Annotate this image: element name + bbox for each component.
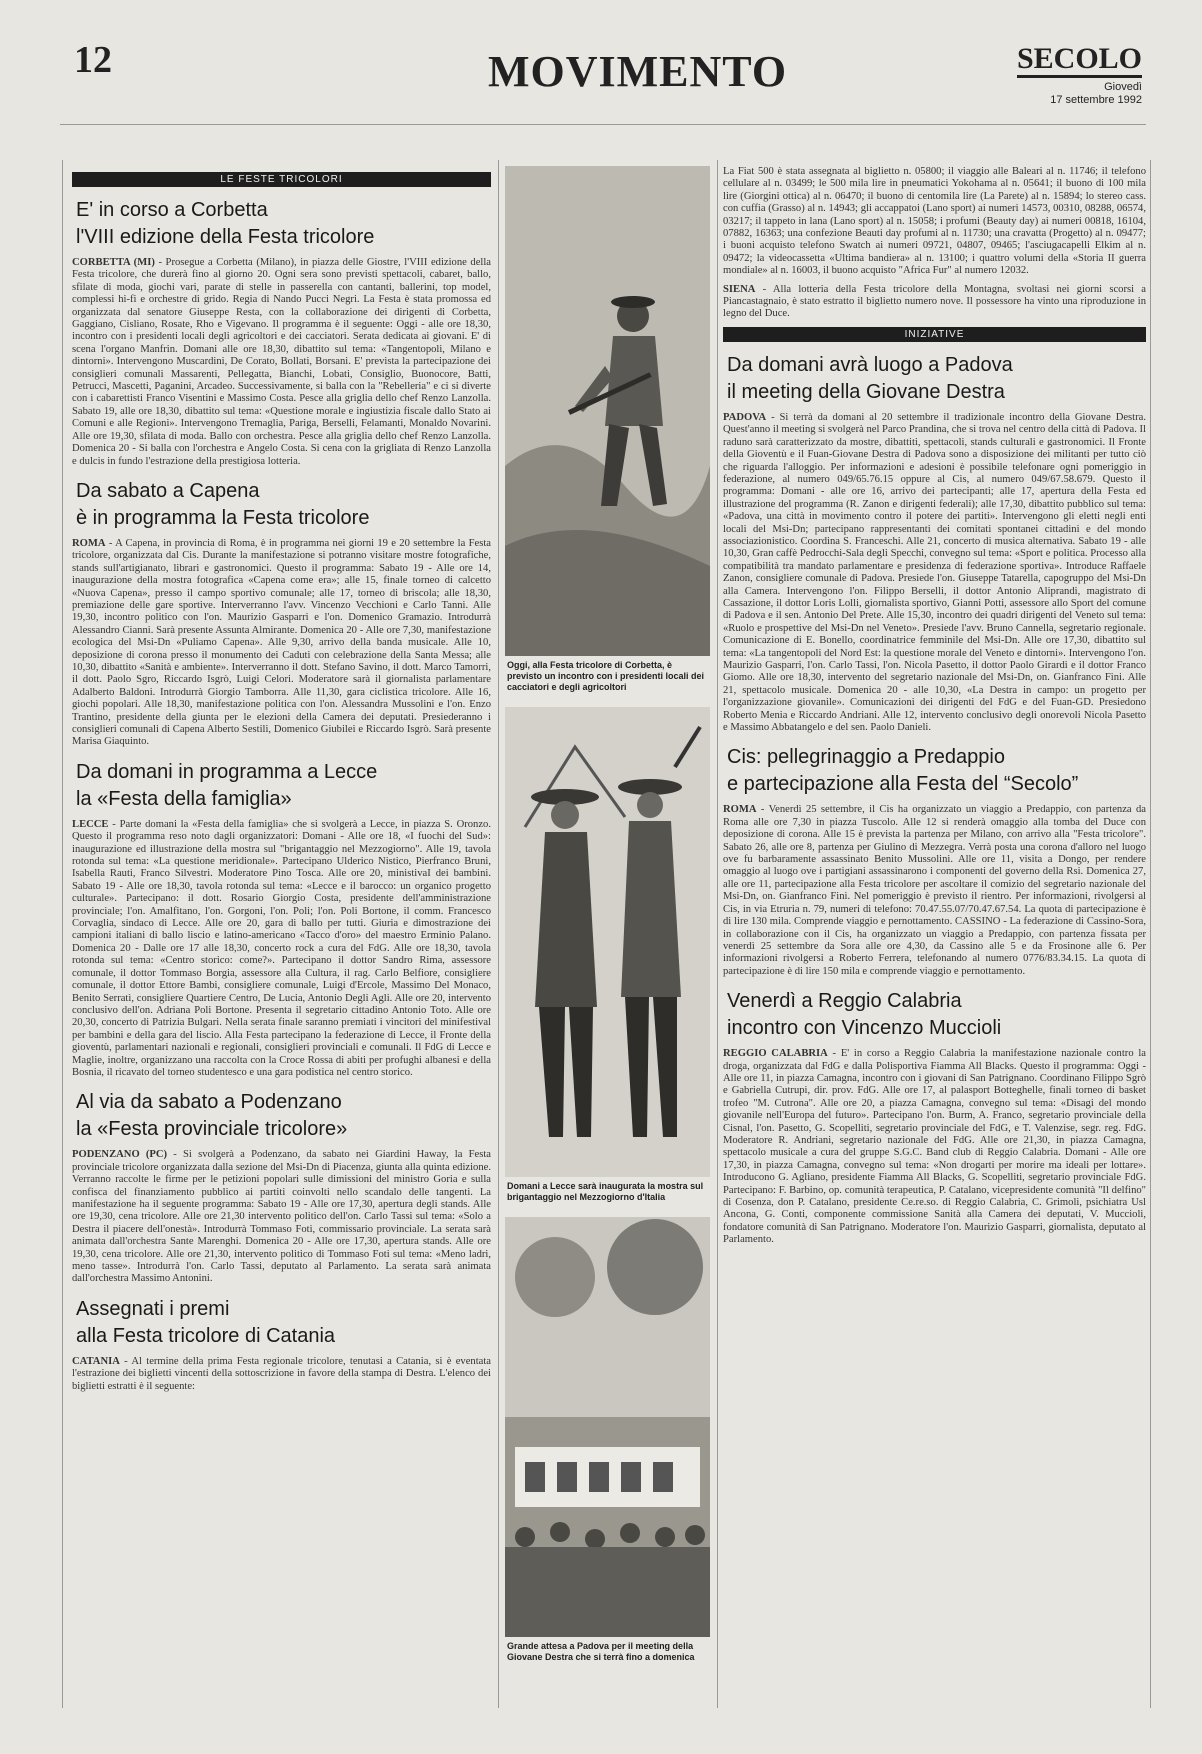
dateline: PADOVA [723,411,767,423]
photo-corbetta [505,166,710,656]
article-body [723,1048,1146,1247]
article-corbetta [72,197,491,468]
article-body [72,538,491,749]
article-body [72,1356,491,1393]
masthead [1017,44,1142,107]
dateline: ROMA [72,537,106,549]
headline-line-1: Assegnati i premi [76,1297,230,1320]
dateline: ROMA [723,804,757,816]
masthead-logo: SECOLO [1017,44,1142,78]
headline-line-2: la «Festa della famiglia» [76,787,292,810]
headline-line-2: è in programma la Festa tricolore [76,506,370,529]
article-padova [723,352,1146,735]
headline [72,478,491,532]
photo-caption: Oggi, alla Festa tricolore di Corbetta, è previsto un incontro con i presidenti locali dei cacciatori e degli agricoltori [507,660,705,692]
photo-caption: Grande attesa a Padova per il meeting della Giovane Destra che si terrà fino a domenica [507,1641,695,1662]
dateline: REGGIO CALABRIA [723,1048,828,1060]
photo-brigantaggio [505,707,710,1177]
article-text: - Prosegue a Corbetta (Milano), in piazza delle Giostre, l'VIII edizione della Festa tricolore, che durerà fino al giorno 20. Ogni sera sono previsti spettacoli, cabaret, ballo, sfilate di moda, giochi vari, parate di stelle in passerella con cantanti, ballerini, top model, complessi hi-fi e orchestre di grido. Regia di Nando Pucci Negri. La Festa è stata promossa ed organizzata dal senatore Giuseppe Resta, con la collaborazione dei dirigenti di Corbetta, Gaggiano, Cisliano, Rosate, Rho e Vigevano. Il programma è il seguente: Oggi - alle ore 18,30, incontro con i presidenti locali degli agricoltori e dei cacciatori. Serata dedicata ai giovani. E' di scena l'organo Manfrin. Domani alle ore 18,30, dibattito sul tema: «Tangentopoli, Milano e dintorni». Intervengono Muscardini, De Corato, Bollati, Borsani. E' prevista la partecipazione dei consiglieri comunali Massarenti, Pellegatta, Bianchi, Lobati, Consiglio, Buonocore, Batti, Petrucci, Mascetti, Paganini, Arcadeo. Successivamente, si balla con la "Rebelleria" e ci si diverte con i cabarettisti Franco Visentini e Massimo Costa. Pesce alla griglia dello chef Renzo Lanzolla. Sabato 19, alle ore 18,30, dibattito sul tema: «Questione morale e ingiustizia fiscale dallo Stato ai Comuni e alle Regioni». Intervengono Tremaglia, Pariga, Berselli, Felamanti, Monaldo Novarini. Alle ore 19,30, sfilata di moda. Ballo con orchestra. Pesce alla griglia dello chef Renzo Lanzolla. Domenica 20 - Si balla con l'orchestra e Angelo Costa. Si cena con la grigliata di Renzo Lanzolla e dulcis in fundo l'estrazione della prestigiosa lotteria. [72,257,491,467]
photo-brigands-illustration [505,707,710,1177]
article-text: - E' in corso a Reggio Calabria la manifestazione nazionale contro la droga, organizzata dal FdG e dalla Polisportiva Fiamma All Blacks. Questo il programma: Oggi - Alle ore 11, in piazza Camagna, incontro con i giovani di San Patrignano. Coordinano Filippo Sgrò e Gabriella Cutrupi, dir. prov. FdG. Alle ore 17, al palasport Botteghelle, finali torneo di basket trofeo "M. Cutrona". Alle ore 20, a piazza Camagna, convegno sul tema: «Disagi del mondo giovanile nell'Europa del futuro». Partecipano l'on. Burm, A. Franco, segretario provinciale della Cisnal, l'on. Pasetto, G. Scopelliti, segretario provinciale del FdG, e T. Valenzise, segr. reg. FdG. Moderatore R. Andriani, segretario nazionale del FdG. Alle ore 21,30, in piazza Camagna, spettacolo musicale a cura del gruppe S.G.C. Band club di Reggio Calabria. Domani - Alle ore 17,30, in piazza Camagna, convegno sul tema: «Non drogarti per morire ma ideali per lottare». Introducono G. Agliano, presidente Fiamma All Blacks, G. Scopelliti, segretario provinciale FdG. Partecipano: F. Barbino, op. comunità terapeutica, P. Catalano, vicepresidente comunità "Il delfino" di Cosenza, don P. Catalano, presidente Ce.re.so. di Reggio Calabria, C. Grimoli, psichiatra Usl Ancona, G. Conti, componente commissione Sanità alla Camera dei deputati, V. Muccioli, fondatore comunità di San Patrignano. Moderatore l'on. Maurizio Gasparri, giornalista, deputato al Parlamento. [723,1048,1146,1246]
article-text: - Si terrà da domani al 20 settembre il tradizionale incontro della Giovane Destra. Quest'anno il meeting si svolgerà nel Parco Prandina, che si trova nel centro della città di Padova. Il raduno sarà caratterizzato da mostre, dibattiti, spettacoli, stands culturali e gastronomici. Il Fronte della Gioventù e il Fuan-Giovane Destra di Padova sono a disposizione dei militanti per tutto ciò che riguarda l'alloggio. Per informazioni e adesioni è possibile telefonare ogni pomeriggio in federazione, al numero 049/65.76.15 oppure al Cis, al numero 049/67.58.679. Questo il programma: Domani - alle ore 16, arrivo dei partecipanti; alle 17, apertura della Festa ed illustrazione del programma (R. Zanon e dirigenti federali); alle 17,30, dibattito pubblico sul tema: «Padova, una città in movimento contro il potere dei partiti». Intervengono gli eletti negli enti locali del Msi-Dn; partecipano rappresentanti dei comitati spontanei cittadini e del mondo associazionistico. Coordina S. Franceschi. Alle 21, concerto di musica alternativa. Sabato 19 - alle 10,30, Gran caffè Pedrocchi-Sala degli Specchi, convegno sul tema: «Sport e politica. Processo alla compatibilità tra mandato parlamentare e presidenza di federazione sportiva». Introduce Raffaele Zanon, consigliere comunale di Padova. Presiede l'on. Giuseppe Tatarella, capogruppo del Msi-Dn alla Camera. Intervengono l'on. Filippo Berselli, il dottor Antonio Aliprandi, magistrato di Cassazione, il dottor Loris Lolli, giornalista sportivo, Gianni Potti, assessore allo Sport del comune di Padova e il sen. Antonio Del Prete. Alle 15,30, incontro dei quadri dirigenti del Veneto sul tema: «Ruolo e prospettive del Msi-Dn nel Veneto». Presiede l'avv. Bruno Cannella, segretario regionale. Comunicazione di E. Bonello, coordinatrice femminile del Msi-Dn. Alle ore 17,30, dibattito sul tema: «La tangentopoli del Nord Est: la questione morale del Veneto e dintorni». Intervengono l'on. Maurizio Gasparri, l'on. Carlo Tassi, l'on. Nicola Pasetto, il dottor Paolo Girardi e il dottor Franco Giomo. Alle ore 18,30, intervento del segretario nazionale del Msi-Dn, on. Gianfranco Fini. Alle 21, spettacolo musicale. Domenica 20 - alle 10,30, «La Destra in campo: un progetto per l'organizzazione giovanile». Comunicazioni dei dirigenti del FdG e del Fuan-GD. Presiedono Roberto Menia e Riccardo Andriani. Alle 12, intervento conclusivo degli onorevoli Nicola Pasetto e Massimo Abbatangelo e del sen. Paolo Danieli. [723,411,1146,734]
headline-line-2: alla Festa tricolore di Catania [76,1324,336,1347]
headline-line-2: e partecipazione alla Festa del “Secolo” [727,773,1079,796]
catania-prize-list: La Fiat 500 è stata assegnata al biglietto n. 05800; il viaggio alle Baleari al n. 11746; il telefono cellulare al n. 03499; le 500 mila lire in pneumatici Yokohama al n. 05641; il buono di 100 mila lire (Giorgini ottica) al n. 06470; il buono di centomila lire (La Parete) al n. 15894; lo stereo cass. con cuffia (Grasso) al n. 14943; gli accappatoi (Lano sport) ai numeri 14573, 00310, 08288, 06574, 03217; il tappeto in lana (Lano sport) al n. 15058; i profumi (Beauty day) ai numeri 00818, 16104, 07882, 16363; una confezione Beauti day profumi al n. 11730; una cravatta (Progetto) al n. 09477; i buoni acquisto telefono Swatch ai numeri 09721, 04807, 09465; l'asciugacapelli Elkim al n. 09472; la videocassetta «Ultima bandiera» al n. 13100; i quattro volumi della «Storia II guerra mondiale» al n. 16003, il buono acquisto "Africa Fur" al numero 12032. [723,166,1146,277]
dateline: CORBETTA (MI) [72,257,155,268]
headline [72,197,491,251]
dateline: PODENZANO (PC) [72,1149,168,1161]
photo-padova [505,1217,710,1637]
photo-crowd-illustration [505,1217,710,1637]
headline-line-2: la «Festa provinciale tricolore» [76,1118,348,1141]
article-lecce [72,759,491,1080]
header-rule [60,124,1146,125]
column-divider [717,160,718,1708]
headline [723,744,1146,798]
headline [723,352,1146,406]
headline [72,759,491,813]
photo-hunter-illustration [505,166,710,656]
headline [723,988,1146,1042]
headline-line-1: Da sabato a Capena [76,479,260,502]
article-body [723,412,1146,735]
headline-line-1: E' in corso a Corbetta [76,199,268,221]
column-divider [62,160,63,1708]
article-reggio-calabria [723,988,1146,1247]
dateline: CATANIA [72,1355,120,1367]
headline [72,1296,491,1350]
photo-column [505,166,710,1706]
headline-line-1: Da domani in programma a Lecce [76,760,378,783]
article-text: - Si svolgerà a Podenzano, da sabato nei Giardini Haway, la Festa provinciale tricolore organizzata dalla sezione del Msi-Dn di Piacenza, giunta alla quinta edizione. Verranno raccolte le firme per le petizioni popolari sulle dimissioni del ministro Goria e sulla confisca del finanziamento pubblico ai partiti coinvolti nello scandalo delle tangenti. La manifestazione ha il seguente programma: Sabato 19 - Alle ore 17,30, apertura degli stands. Alle ore 19,30, cena tricolore. Alle ore 21,30 intervento politico dell'on. Carlo Tassi sul tema: «Solo a Destra il piacere dell'onestà». Introdurrà Tommaso Foti, commissario provinciale. La serata sarà animata dall'orchestra Sante Marenghi. Domenica 20 - Alle ore 17,30, apertura stands. Alle ore 19,30, cena tricolore. Alle ore 21,30, intervento politico di Tommaso Foti sul tema: «Meno ladri, meno tasse». Introdurrà l'on. Carlo Tassi, deputato al Parlamento. La serata sarà animata dall'orchestra Massimo Antonini. [72,1149,491,1285]
headline-line-1: Venerdì a Reggio Calabria [727,990,962,1013]
article-capena [72,478,491,749]
headline-line-2: incontro con Vincenzo Muccioli [727,1017,1002,1040]
article-text: - Venerdì 25 settembre, il Cis ha organizzato un viaggio a Predappio, con partenza da Roma alle ore 7,30 in piazza Tuscolo. Alle 12 si renderà omaggio alla tomba del Duce con deposizione di corona. Alle 15 è prevista la partenza per Milano, con arrivo alla "Festa tricolore". Sabato 26, alle ore 8, partenza per Giulino di Mezzegra. Verrà posta una corona d'alloro nel luogo ove fu barbaramente assassinato Benito Mussolini. Alle ore 11, visita a Dongo, per rendere omaggio al luogo ove i partigiani assassinarono i componenti del governo della Rsi. Domenica 27, alle ore 11, partecipazione alla Festa tricolore per ascoltare il comizio del segretario nazionale del Msi-Dn, on. Gianfranco Fini. Nel pomeriggio è previsto il rientro. Per informazioni, rivolgersi al Cis, in via Etruria n. 79, numeri di telefono: 70.47.55.07/70.47.67.54. La quota di partecipazione è di lire 130 mila. Comprende viaggio e pernottamento. CASSINO - La federazione di Cassino-Sora, in collaborazione con il Cis, ha organizzato un viaggio a Predappio, con partenza fissata per venerdì 25 settembre da Sora alle ore 4,30, da Cassino alle 5 e da Frosinone alle 6. Per informazioni rivolgersi a Roberto Ferrera, telefonando al numero 0776/83.34.15. La quota di partecipazione è di lire 150 mila e comprende viaggio e pernottamento. [723,804,1146,977]
article-podenzano [72,1089,491,1285]
article-body [72,819,491,1080]
dateline: LECCE [72,818,109,830]
column-divider [1150,160,1151,1708]
left-column [72,166,491,1706]
right-column [723,166,1146,1706]
dateline: SIENA [723,283,756,295]
headline-line-1: Al via da sabato a Podenzano [76,1091,342,1114]
article-body [72,1149,491,1285]
headline-line-1: Cis: pellegrinaggio a Predappio [727,746,1005,769]
section-bar-feste: LE FESTE TRICOLORI [72,172,491,187]
issue-date: 17 settembre 1992 [1050,94,1142,106]
issue-day: Giovedì [1104,81,1142,93]
photo-caption: Domani a Lecce sarà inaugurata la mostra sul brigantaggio nel Mezzogiorno d'Italia [507,1181,704,1202]
article-text: - A Capena, in provincia di Roma, è in programma nei giorni 19 e 20 settembre la Festa tricolore, organizzata dal Cis. Durante la manifestazione si potranno visitare mostre fotografiche, stands sull'artigianato, librari e gastronomici. Questo il programma: Sabato 19 - Alle ore 14, inaugurazione della mostra fotografica «Capena come era»; alle 15, finale torneo di calcetto «Nuova Capena», presso il campo sportivo comunale; alle 17, torneo di briscola; alle 18,30, premiazione delle gare sportive. Interverranno l'avv. Vincenzo Vecchioni e Carlo Tanni. Alle 19,30, incontro politico con l'on. Maurizio Gasparri e l'on. Domenico Gramazio. Introdurrà Alessandro Cianni. Sarà presente Assunta Almirante. Domenica 20 - Alle ore 7,30, manifestazione ecologica del Msi-Dn «Puliamo Capena». Alle 9,30, arrivo della banda musicale. Alle 10, deposizione di corona presso il monumento dei Caduti con celebrazione della Santa Messa; alle 10,30, dibattito «Sanità e ambiente». Interverranno il dott. Stefano Savino, il dott. Marco Tamorri, il dott. Paolo Sgro, Riccardo Isgrò, Luigi Celori. Moderatore sarà il giornalista parlamentare Adalberto Baldoni. Introdurrà Giorgio Tamborra. Alle 11,30, gara ciclistica tricolore. Alle 16, giochi popolari. Alle 18,30, manifestazione politica con l'on. Alessandra Mussolini e l'on. Enzo Trantino, presidente della giunta per le elezioni della Camera dei deputati. Presiederanno i consiglieri comunali di Capena Alberto Sestili, Domenico Giubilei e Riccardo Isgrò. Sarà presente Marisa Giaquinto. [72,537,491,748]
section-title: MOVIMENTO [488,47,788,96]
article-text: - Alla lotteria della Festa tricolore della Montagna, svoltasi nei giorni scorsi a Piancastagnaio, è stato estratto il biglietto numero nove. Il possessore ha vinto una riproduzione in legno del Duce. [723,283,1146,320]
article-predappio [723,744,1146,978]
headline-line-2: l'VIII edizione della Festa tricolore [76,226,375,248]
article-catania [72,1296,491,1393]
article-text: - Al termine della prima Festa regionale tricolore, tenutasi a Catania, si è eventata l'estrazione dei biglietti vincenti della sottoscrizione in favore della stampa di Destra. L'elenco dei biglietti estratti è il seguente: [72,1355,491,1392]
article-body [72,257,491,468]
section-bar-iniziative: INIZIATIVE [723,327,1146,342]
article-body [723,804,1146,978]
column-divider [498,160,499,1708]
siena-notice [723,284,1146,321]
headline-line-1: Da domani avrà luogo a Padova [727,353,1013,376]
headline-line-2: il meeting della Giovane Destra [727,380,1005,403]
article-text: - Parte domani la «Festa della famiglia» che si svolgerà a Lecce, in piazza S. Oronzo. Questo il programma reso noto dagli organizzatori: Domani - Alle ore 18, «I fuochi del Sud»: inaugurazione ed illustrazione della mostra sul "brigantaggio nel Mezzogiorno". Alle 19, tavola rotonda sul tema: «La questione meridionale». Partecipano Ulderico Nistico, Pierfranco Bruni, Isabella Rauti, Franco Silvestri. Moderatore Pino Tosca. Alle ore 20, ministivaI dei bambini. Sabato 19 - Alle ore 18,30, tavola rotonda sul tema: «Lecce e il barocco: un organico progetto culturale». Partecipano: il dott. Rosario Giorgio Costa, presidente dell'amministrazione provinciale; l'on. Amalfitano, l'on. Gorgoni, l'on. Poli; l'on. Poli Bortone, il comm. Francesco Corvaglia, sindaco di Lecce. Alle ore 20, gara di ballo per tutti. Giuria e dimostrazione dei campioni italiani di ballo liscio e latino-americano «Tacco d'oro» del maestro Erminio Palano. Domenica 20 - Dalle ore 17 alle 18,30, concerto rock a cura del FdG. Alle ore 18,30, tavola rotonda sul tema: «Centro storico: come?». Partecipano il dottor Sandro Rima, assessore comunale, il dottor Tommaso Borgia, assessore alla Cultura, il rag. Carlo Belfiore, consigliere comunale, il dottor Ettore Bambi, consigliere comunale, Luigi d'Ercole, Massimo Del Monaco, Benito Serratì, consigliere Quartiere Centro, De Lucia, Antonio Degli Agli. Alle ore 20, intervento conclusivo dell'on. Adriana Poli Bortone. Presenta il segretario cittadino Antonio Toto. Alle ore 20,30, concerto di Patrizia Bulgari. Nella serata finale saranno premiati i vincitori del minifestival per bambini e della gara del liscio. Alla Festa partecipano la federazione di Lecce, il Fronte della gioventù, parlamentari nazionali e regionali, consiglieri provinciali e comunali. Il FdG di Lecce e Maglie, inoltre, organizzano una raccolta con la Croce Rossa di abiti per profughi albanesi e della Bosnia, il ricavato del torneo studentesco e una gara podistica nel centro storico. [72,818,491,1078]
headline [72,1089,491,1143]
page-number: 12 [74,39,112,81]
